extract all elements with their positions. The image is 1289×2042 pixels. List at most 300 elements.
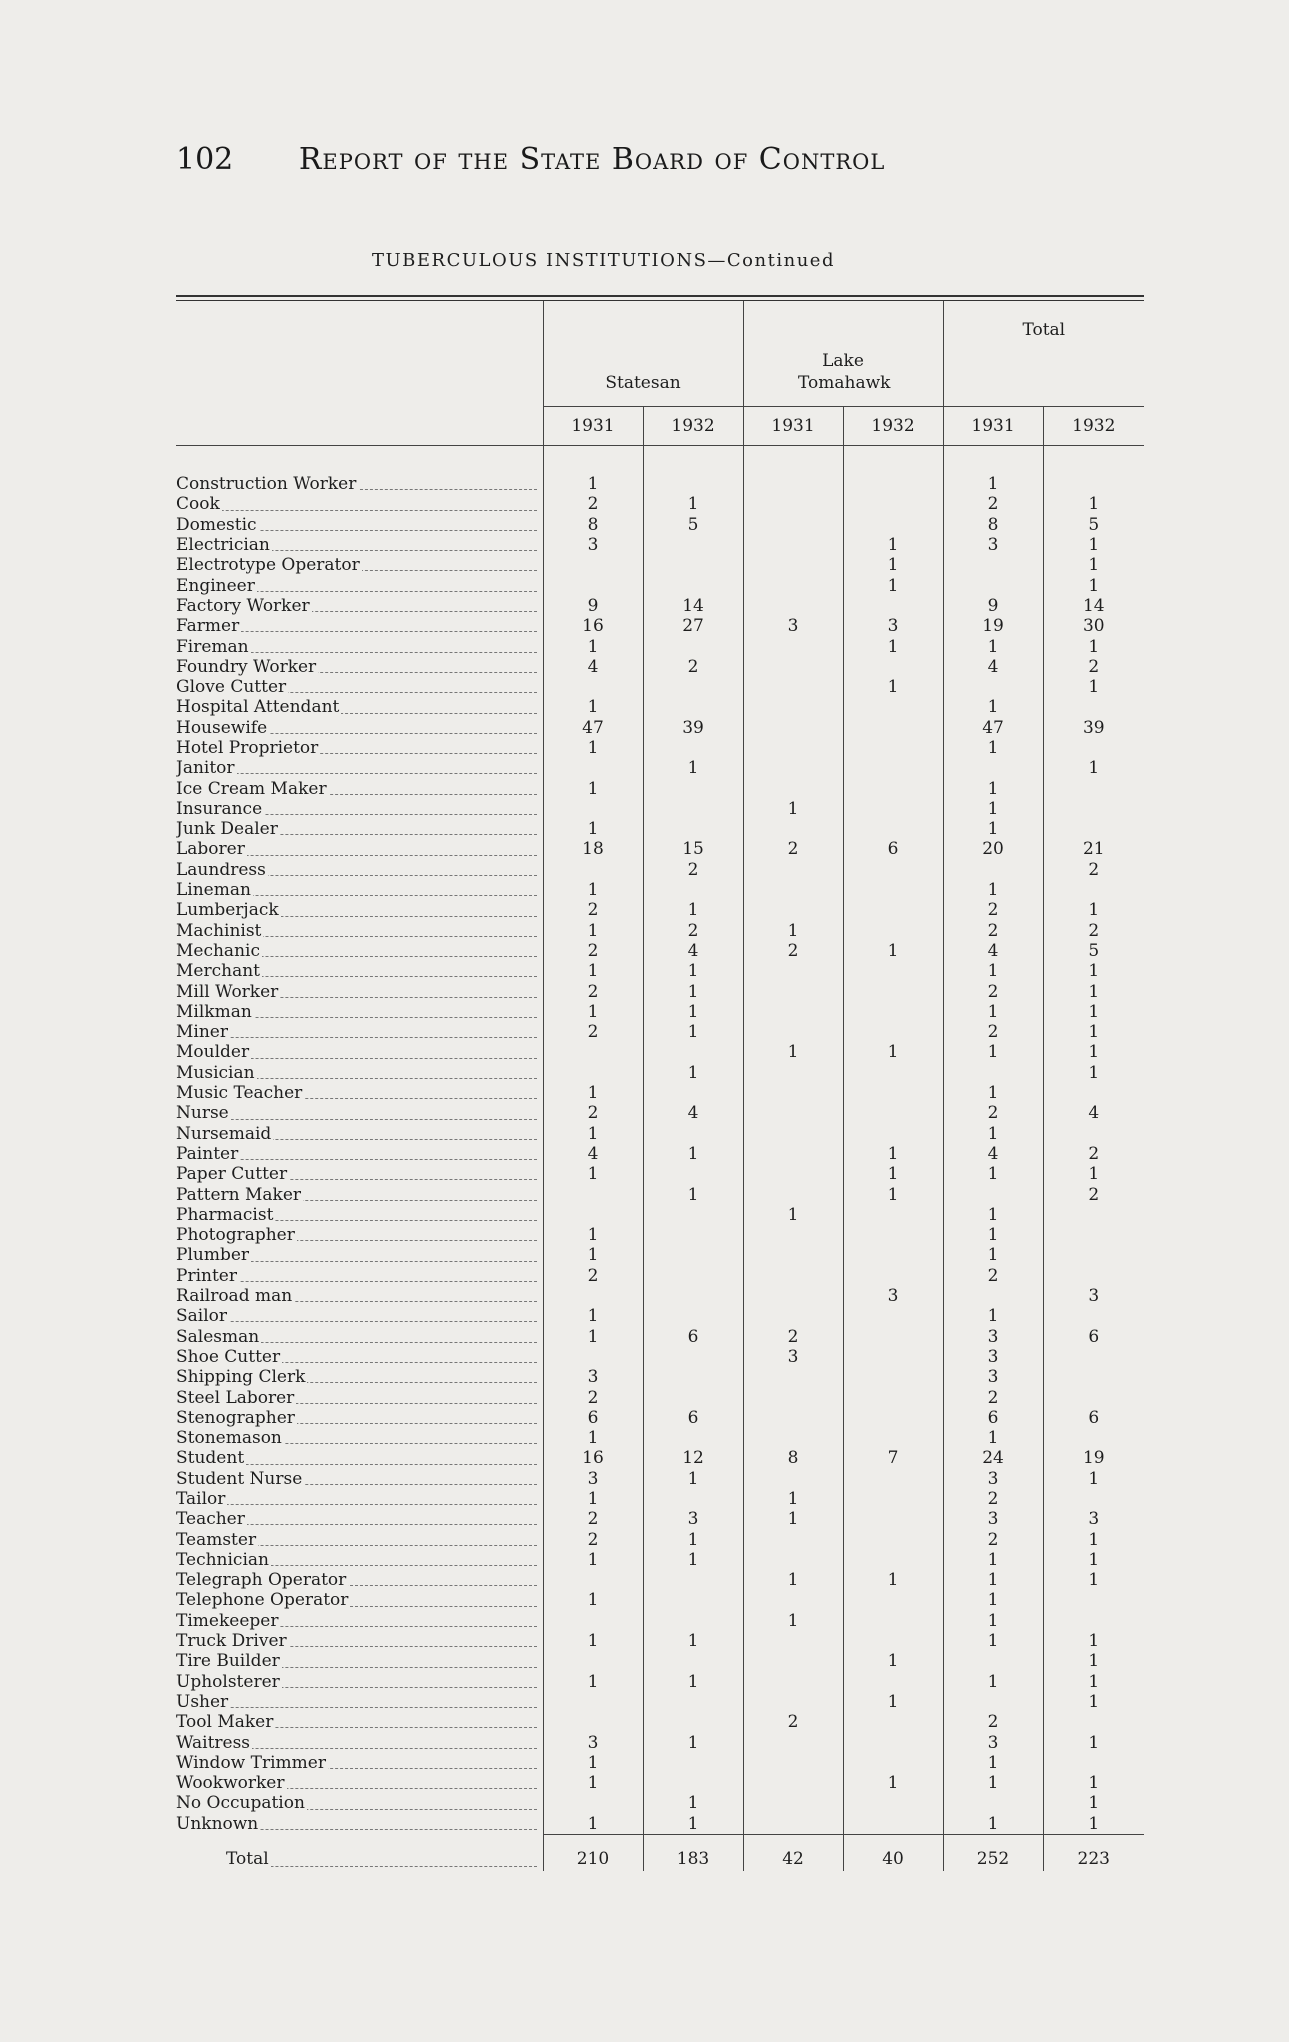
value-cell: 1 bbox=[543, 961, 643, 981]
value-cell: 1 bbox=[543, 1550, 643, 1570]
value-cell: 1 bbox=[543, 1083, 643, 1103]
value-cell: 24 bbox=[943, 1448, 1043, 1468]
value-cell: 1 bbox=[1043, 555, 1144, 575]
value-cell: 1 bbox=[643, 1063, 743, 1083]
value-cell bbox=[743, 474, 843, 494]
value-cell: 1 bbox=[1043, 1469, 1144, 1489]
value-cell: 1 bbox=[943, 1611, 1043, 1631]
value-cell bbox=[643, 1042, 743, 1062]
occupation-label: Fireman bbox=[176, 636, 249, 657]
occupation-cell bbox=[176, 1489, 543, 1509]
table-row bbox=[176, 1022, 1144, 1042]
value-cell bbox=[543, 1570, 643, 1590]
occupation-label: Wookworker bbox=[176, 1773, 285, 1794]
occupation-cell bbox=[176, 738, 543, 758]
table-row bbox=[176, 839, 1144, 859]
occupation-label: No Occupation bbox=[176, 1793, 305, 1814]
occupation-cell bbox=[176, 515, 543, 535]
value-cell bbox=[643, 1266, 743, 1286]
table-row bbox=[176, 1286, 1144, 1306]
table-row bbox=[176, 1387, 1144, 1407]
year-header: 1932 bbox=[843, 407, 943, 446]
value-cell: 1 bbox=[543, 1590, 643, 1610]
value-cell: 1 bbox=[1043, 535, 1144, 555]
occupation-label: Construction Worker bbox=[176, 474, 357, 495]
value-cell bbox=[643, 1611, 743, 1631]
value-cell bbox=[843, 1347, 943, 1367]
value-cell bbox=[843, 900, 943, 920]
occupation-label: Hospital Attendant bbox=[176, 697, 340, 718]
value-cell bbox=[543, 1205, 643, 1225]
value-cell bbox=[743, 555, 843, 575]
occupation-cell bbox=[176, 1245, 543, 1265]
value-cell bbox=[843, 1509, 943, 1529]
table-row bbox=[176, 1002, 1144, 1022]
value-cell bbox=[743, 1266, 843, 1286]
value-cell: 2 bbox=[743, 1712, 843, 1732]
value-cell: 1 bbox=[943, 1002, 1043, 1022]
occupation-label: Pattern Maker bbox=[176, 1184, 302, 1205]
occupation-cell bbox=[176, 1590, 543, 1610]
value-cell: 2 bbox=[543, 1022, 643, 1042]
value-cell: 3 bbox=[1043, 1509, 1144, 1529]
value-cell: 1 bbox=[843, 1164, 943, 1184]
value-cell bbox=[643, 697, 743, 717]
value-cell bbox=[843, 860, 943, 880]
value-cell bbox=[743, 1124, 843, 1144]
occupation-label: Usher bbox=[176, 1691, 229, 1712]
table-body bbox=[176, 446, 1144, 1871]
value-cell: 3 bbox=[843, 616, 943, 636]
value-cell bbox=[643, 1387, 743, 1407]
value-cell: 5 bbox=[1043, 941, 1144, 961]
value-cell: 3 bbox=[943, 535, 1043, 555]
occupation-cell bbox=[176, 677, 543, 697]
value-cell bbox=[643, 1428, 743, 1448]
value-cell bbox=[643, 535, 743, 555]
table-row bbox=[176, 535, 1144, 555]
value-cell: 1 bbox=[943, 1124, 1043, 1144]
value-cell bbox=[843, 1245, 943, 1265]
value-cell bbox=[743, 515, 843, 535]
value-cell: 1 bbox=[643, 1144, 743, 1164]
value-cell: 1 bbox=[1043, 1651, 1144, 1671]
value-cell bbox=[843, 1002, 943, 1022]
value-cell: 1 bbox=[543, 738, 643, 758]
value-cell bbox=[843, 961, 943, 981]
occupation-cell bbox=[176, 1509, 543, 1529]
value-cell: 223 bbox=[1043, 1834, 1144, 1871]
value-cell bbox=[743, 1651, 843, 1671]
occupation-label: Total bbox=[176, 1849, 271, 1869]
table-row bbox=[176, 1509, 1144, 1529]
value-cell: 2 bbox=[543, 1509, 643, 1529]
occupation-label: Domestic bbox=[176, 514, 257, 535]
occupation-label: Electrician bbox=[176, 535, 270, 556]
occupation-label: Miner bbox=[176, 1022, 228, 1043]
value-cell bbox=[743, 596, 843, 616]
value-cell bbox=[543, 799, 643, 819]
value-cell: 2 bbox=[943, 494, 1043, 514]
value-cell: 1 bbox=[943, 1164, 1043, 1184]
table-row bbox=[176, 778, 1144, 798]
value-cell: 1 bbox=[543, 819, 643, 839]
occupation-table bbox=[176, 301, 1144, 1871]
value-cell: 1 bbox=[943, 961, 1043, 981]
group-header-row bbox=[176, 301, 1144, 407]
value-cell bbox=[743, 636, 843, 656]
value-cell bbox=[643, 1590, 743, 1610]
value-cell: 1 bbox=[743, 1611, 843, 1631]
value-cell: 6 bbox=[1043, 1326, 1144, 1346]
value-cell: 2 bbox=[1043, 921, 1144, 941]
value-cell: 1 bbox=[943, 1428, 1043, 1448]
occupation-label: Electrotype Operator bbox=[176, 555, 360, 576]
value-cell: 14 bbox=[1043, 596, 1144, 616]
occupation-cell bbox=[176, 1286, 543, 1306]
value-cell bbox=[1043, 1712, 1144, 1732]
occupation-cell bbox=[176, 1266, 543, 1286]
value-cell bbox=[943, 1793, 1043, 1813]
value-cell bbox=[843, 1672, 943, 1692]
occupation-cell bbox=[176, 494, 543, 514]
value-cell: 14 bbox=[643, 596, 743, 616]
value-cell: 3 bbox=[943, 1326, 1043, 1346]
value-cell bbox=[643, 1753, 743, 1773]
value-cell bbox=[843, 718, 943, 738]
year-header: 1932 bbox=[643, 407, 743, 446]
value-cell bbox=[943, 1692, 1043, 1712]
value-cell bbox=[743, 900, 843, 920]
value-cell: 4 bbox=[943, 1144, 1043, 1164]
value-cell bbox=[743, 1063, 843, 1083]
value-cell bbox=[543, 1793, 643, 1813]
value-cell: 47 bbox=[543, 718, 643, 738]
value-cell: 2 bbox=[743, 941, 843, 961]
value-cell: 1 bbox=[943, 1814, 1043, 1835]
occupation-cell bbox=[176, 1326, 543, 1346]
value-cell bbox=[743, 1732, 843, 1752]
value-cell bbox=[543, 1286, 643, 1306]
value-cell bbox=[743, 1692, 843, 1712]
occupation-cell bbox=[176, 880, 543, 900]
table-row bbox=[176, 1347, 1144, 1367]
value-cell bbox=[743, 657, 843, 677]
value-cell bbox=[843, 474, 943, 494]
occupation-cell bbox=[176, 616, 543, 636]
value-cell bbox=[743, 1286, 843, 1306]
occupation-label: Nurse bbox=[176, 1103, 229, 1124]
table-row bbox=[176, 697, 1144, 717]
value-cell bbox=[1043, 1367, 1144, 1387]
value-cell: 1 bbox=[1043, 575, 1144, 595]
value-cell: 4 bbox=[1043, 1103, 1144, 1123]
value-cell: 1 bbox=[743, 921, 843, 941]
value-cell: 2 bbox=[543, 900, 643, 920]
occupation-label: Insurance bbox=[176, 798, 263, 819]
value-cell: 3 bbox=[843, 1286, 943, 1306]
occupation-label: Tailor bbox=[176, 1488, 226, 1509]
value-cell: 6 bbox=[943, 1408, 1043, 1428]
value-cell bbox=[643, 1367, 743, 1387]
value-cell: 2 bbox=[543, 1266, 643, 1286]
value-cell bbox=[643, 1245, 743, 1265]
value-cell: 16 bbox=[543, 616, 643, 636]
value-cell bbox=[543, 1692, 643, 1712]
occupation-cell bbox=[176, 1063, 543, 1083]
value-cell: 1 bbox=[743, 1205, 843, 1225]
occupation-label: Ice Cream Maker bbox=[176, 778, 327, 799]
value-cell: 2 bbox=[643, 921, 743, 941]
value-cell: 1 bbox=[1043, 1793, 1144, 1813]
value-cell bbox=[1043, 1489, 1144, 1509]
value-cell bbox=[1043, 778, 1144, 798]
value-cell bbox=[1043, 697, 1144, 717]
table-row bbox=[176, 1732, 1144, 1752]
value-cell: 2 bbox=[643, 657, 743, 677]
value-cell bbox=[843, 1753, 943, 1773]
table-row bbox=[176, 494, 1144, 514]
value-cell bbox=[743, 535, 843, 555]
occupation-label: Unknown bbox=[176, 1813, 259, 1834]
value-cell bbox=[643, 555, 743, 575]
value-cell bbox=[643, 819, 743, 839]
value-cell: 1 bbox=[743, 799, 843, 819]
year-header: 1931 bbox=[543, 407, 643, 446]
value-cell: 47 bbox=[943, 718, 1043, 738]
occupation-cell bbox=[176, 1753, 543, 1773]
value-cell: 1 bbox=[843, 575, 943, 595]
occupation-cell bbox=[176, 1205, 543, 1225]
value-cell: 21 bbox=[1043, 839, 1144, 859]
value-cell bbox=[1043, 880, 1144, 900]
value-cell bbox=[743, 1367, 843, 1387]
value-cell: 8 bbox=[543, 515, 643, 535]
occupation-label: Lineman bbox=[176, 880, 251, 901]
value-cell bbox=[643, 738, 743, 758]
occupation-label: Railroad man bbox=[176, 1286, 293, 1307]
table-row bbox=[176, 1408, 1144, 1428]
value-cell bbox=[543, 1611, 643, 1631]
occupation-cell bbox=[176, 1367, 543, 1387]
occupation-cell bbox=[176, 1834, 543, 1871]
table-row bbox=[176, 616, 1144, 636]
table-row bbox=[176, 1672, 1144, 1692]
value-cell bbox=[843, 596, 943, 616]
value-cell bbox=[643, 1083, 743, 1103]
table-row bbox=[176, 1814, 1144, 1835]
occupation-label: Tool Maker bbox=[176, 1712, 274, 1733]
table-row bbox=[176, 474, 1144, 494]
table-row bbox=[176, 1529, 1144, 1549]
value-cell bbox=[543, 1184, 643, 1204]
value-cell: 1 bbox=[543, 636, 643, 656]
total-row bbox=[176, 1834, 1144, 1871]
value-cell bbox=[743, 677, 843, 697]
occupation-cell bbox=[176, 1712, 543, 1732]
occupation-cell bbox=[176, 575, 543, 595]
value-cell: 20 bbox=[943, 839, 1043, 859]
group-header-statesan: Statesan bbox=[543, 301, 743, 407]
occupation-label: Student Nurse bbox=[176, 1468, 303, 1489]
value-cell: 2 bbox=[1043, 860, 1144, 880]
value-cell bbox=[943, 1184, 1043, 1204]
occupation-cell bbox=[176, 697, 543, 717]
occupation-label: Upholsterer bbox=[176, 1671, 280, 1692]
value-cell bbox=[743, 1306, 843, 1326]
value-cell bbox=[1043, 1428, 1144, 1448]
occupation-label: Tire Builder bbox=[176, 1651, 280, 1672]
occupation-label: Telegraph Operator bbox=[176, 1570, 347, 1591]
value-cell bbox=[943, 860, 1043, 880]
occupation-label: Teacher bbox=[176, 1509, 245, 1530]
table-row bbox=[176, 1692, 1144, 1712]
value-cell bbox=[743, 738, 843, 758]
occupation-cell bbox=[176, 1793, 543, 1813]
value-cell bbox=[843, 1205, 943, 1225]
value-cell: 2 bbox=[743, 1326, 843, 1346]
value-cell: 1 bbox=[1043, 1672, 1144, 1692]
occupation-cell bbox=[176, 860, 543, 880]
value-cell: 1 bbox=[1043, 1631, 1144, 1651]
value-cell bbox=[743, 697, 843, 717]
table-row bbox=[176, 1712, 1144, 1732]
value-cell: 1 bbox=[743, 1042, 843, 1062]
occupation-label: Sailor bbox=[176, 1306, 228, 1327]
value-cell: 1 bbox=[643, 981, 743, 1001]
value-cell bbox=[643, 799, 743, 819]
value-cell bbox=[843, 1083, 943, 1103]
group-header-lake-tomahawk-label: Lake Tomahawk bbox=[798, 351, 891, 393]
value-cell: 1 bbox=[543, 1124, 643, 1144]
value-cell: 2 bbox=[943, 921, 1043, 941]
occupation-label: Shipping Clerk bbox=[176, 1367, 306, 1388]
table-row bbox=[176, 961, 1144, 981]
value-cell bbox=[1043, 819, 1144, 839]
occupation-label: Farmer bbox=[176, 616, 240, 637]
value-cell: 2 bbox=[943, 1266, 1043, 1286]
occupation-label: Steel Laborer bbox=[176, 1387, 295, 1408]
occupation-label: Lumberjack bbox=[176, 900, 279, 921]
value-cell: 1 bbox=[943, 1225, 1043, 1245]
value-cell bbox=[843, 1428, 943, 1448]
value-cell: 1 bbox=[543, 880, 643, 900]
value-cell: 3 bbox=[543, 1469, 643, 1489]
value-cell bbox=[843, 657, 943, 677]
value-cell: 2 bbox=[543, 1387, 643, 1407]
value-cell: 1 bbox=[943, 1773, 1043, 1793]
value-cell bbox=[643, 880, 743, 900]
table-row bbox=[176, 1550, 1144, 1570]
occupation-cell bbox=[176, 1022, 543, 1042]
value-cell: 2 bbox=[943, 1387, 1043, 1407]
value-cell: 1 bbox=[543, 921, 643, 941]
value-cell: 1 bbox=[543, 1245, 643, 1265]
occupation-label: Stenographer bbox=[176, 1407, 295, 1428]
value-cell bbox=[843, 1732, 943, 1752]
table-row bbox=[176, 515, 1144, 535]
value-cell bbox=[1043, 1753, 1144, 1773]
value-cell: 1 bbox=[543, 1225, 643, 1245]
value-cell: 3 bbox=[943, 1367, 1043, 1387]
value-cell bbox=[843, 494, 943, 514]
value-cell: 1 bbox=[543, 1814, 643, 1835]
occupation-cell bbox=[176, 1124, 543, 1144]
value-cell bbox=[643, 1347, 743, 1367]
value-cell: 1 bbox=[843, 1184, 943, 1204]
value-cell: 5 bbox=[643, 515, 743, 535]
value-cell: 1 bbox=[643, 1793, 743, 1813]
value-cell: 2 bbox=[543, 1529, 643, 1549]
value-cell: 1 bbox=[543, 1428, 643, 1448]
value-cell: 1 bbox=[943, 799, 1043, 819]
occupation-label: Pharmacist bbox=[176, 1204, 274, 1225]
occupation-cell bbox=[176, 718, 543, 738]
table-row bbox=[176, 921, 1144, 941]
value-cell: 40 bbox=[843, 1834, 943, 1871]
value-cell: 5 bbox=[1043, 515, 1144, 535]
occupation-cell bbox=[176, 1692, 543, 1712]
value-cell: 2 bbox=[943, 900, 1043, 920]
value-cell bbox=[843, 1529, 943, 1549]
table-row bbox=[176, 718, 1144, 738]
value-cell: 210 bbox=[543, 1834, 643, 1871]
value-cell: 1 bbox=[1043, 494, 1144, 514]
group-header-total: Total bbox=[943, 301, 1144, 407]
page-number: 102 bbox=[176, 142, 234, 177]
value-cell bbox=[1043, 1590, 1144, 1610]
value-cell: 1 bbox=[643, 758, 743, 778]
value-cell bbox=[743, 1184, 843, 1204]
value-cell: 252 bbox=[943, 1834, 1043, 1871]
value-cell bbox=[743, 1083, 843, 1103]
value-cell bbox=[1043, 1083, 1144, 1103]
value-cell: 1 bbox=[543, 1002, 643, 1022]
value-cell: 6 bbox=[1043, 1408, 1144, 1428]
value-cell bbox=[743, 778, 843, 798]
value-cell: 1 bbox=[843, 535, 943, 555]
value-cell: 1 bbox=[843, 636, 943, 656]
value-cell: 1 bbox=[843, 1144, 943, 1164]
value-cell bbox=[843, 1550, 943, 1570]
value-cell bbox=[843, 1408, 943, 1428]
value-cell bbox=[543, 1347, 643, 1367]
occupation-header bbox=[176, 301, 543, 407]
occupation-cell bbox=[176, 819, 543, 839]
value-cell: 1 bbox=[943, 1570, 1043, 1590]
occupation-cell bbox=[176, 1651, 543, 1671]
table-row bbox=[176, 1063, 1144, 1083]
occupation-label: Photographer bbox=[176, 1225, 295, 1246]
value-cell bbox=[1043, 1387, 1144, 1407]
value-cell: 2 bbox=[943, 1712, 1043, 1732]
value-cell: 3 bbox=[743, 616, 843, 636]
value-cell bbox=[843, 778, 943, 798]
value-cell: 2 bbox=[1043, 657, 1144, 677]
table-row bbox=[176, 1469, 1144, 1489]
occupation-cell bbox=[176, 921, 543, 941]
occupation-label: Music Teacher bbox=[176, 1083, 303, 1104]
occupation-cell bbox=[176, 1103, 543, 1123]
table-row bbox=[176, 1793, 1144, 1813]
occupation-cell bbox=[176, 596, 543, 616]
value-cell bbox=[643, 1651, 743, 1671]
value-cell bbox=[743, 1103, 843, 1123]
value-cell: 2 bbox=[943, 981, 1043, 1001]
table-row bbox=[176, 1428, 1144, 1448]
value-cell bbox=[1043, 738, 1144, 758]
value-cell bbox=[543, 1042, 643, 1062]
